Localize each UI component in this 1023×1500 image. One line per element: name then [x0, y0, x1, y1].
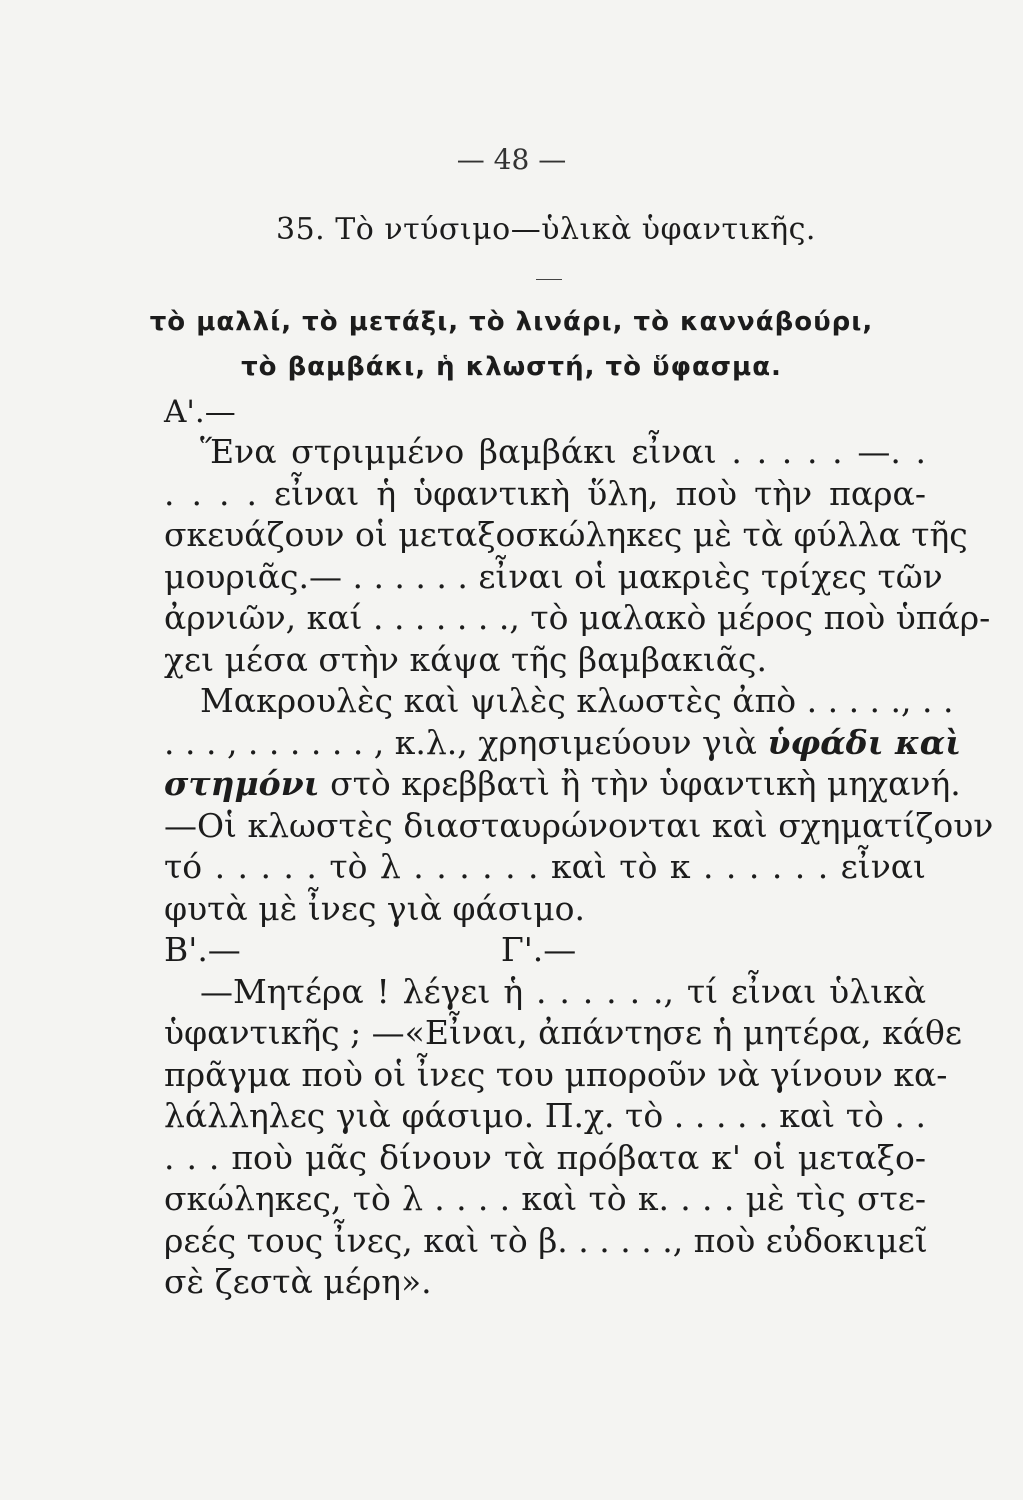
section-b-label: Β'.—: [164, 930, 241, 969]
text-fragment: . . . , . . . . . . , κ.λ., χρησιμεύουν γιὰ: [164, 722, 757, 762]
text-line: πρᾶγμα ποὺ οἱ ἶνες του μποροῦν νὰ γίνουν κα-: [164, 1054, 948, 1094]
text-line: τό . . . . . τὸ λ . . . . . . καὶ τὸ κ . . . . . . εἶναι: [164, 847, 926, 886]
body-text: [164, 431, 994, 1303]
text-line: σκευάζουν οἱ μεταξοσκώληκες μὲ τὰ φύλλα τῆς: [164, 515, 968, 554]
page-number: — 48 —: [456, 143, 567, 176]
heading-rule: [536, 279, 562, 280]
section-a-label: Α'.—: [164, 394, 236, 430]
text-line: . . . ποὺ μᾶς δίνουν τὰ πρόβατα κ' οἱ μεταξο-: [164, 1137, 926, 1177]
section-c-label: Γ'.—: [500, 930, 577, 969]
text-line: . . . . εἶναι ἡ ὑφαντικὴ ὕλη, ποὺ τὴν παρα-: [164, 473, 926, 513]
bold-term: στημόνι: [164, 764, 320, 803]
text-line: —Μητέρα ! λέγει ἡ . . . . . ., τί εἶναι ὑλικὰ: [200, 971, 926, 1011]
text-line: ρεές τους ἶνες, καὶ τὸ β. . . . . ., ποὺ εὐδοκιμεῖ: [164, 1220, 928, 1260]
text-line: ὑφαντικῆς ; —«Εἶναι, ἀπάντησε ἡ μητέρα, κάθε: [164, 1013, 962, 1052]
text-line: —Οἱ κλωστὲς διασταυρώνονται καὶ σχηματίζουν: [164, 805, 994, 845]
text-line: [164, 722, 962, 764]
bold-term: ὑφάδι καὶ: [767, 722, 962, 762]
text-line: Μακρουλὲς καὶ ψιλὲς κλωστὲς ἀπὸ . . . . ., . .: [200, 681, 954, 720]
section-heading: 35. Τὸ ντύσιμο—ὑλικὰ ὑφαντικῆς.: [276, 212, 816, 247]
text-line: χει μέσα στὴν κάψα τῆς βαμβακιᾶς.: [164, 639, 768, 679]
text-fragment: στὸ κρεββατὶ ἢ τὴν ὑφαντικὴ μηχανή.: [330, 764, 961, 803]
text-line: σὲ ζεστὰ μέρη».: [164, 1262, 432, 1301]
text-line: ἀρνιῶν, καί . . . . . . ., τὸ μαλακὸ μέρος ποὺ ὑπάρ-: [164, 598, 991, 637]
text-line: Ἕνα στριμμένο βαμβάκι εἶναι . . . . . —. .: [200, 432, 926, 471]
text-line: μουριᾶς.— . . . . . . εἶναι οἱ μακριὲς τρίχες τῶν: [164, 556, 943, 596]
text-line: [164, 763, 961, 805]
text-line: σκώληκες, τὸ λ . . . . καὶ τὸ κ. . . . μὲ τὶς στε-: [164, 1179, 926, 1218]
text-line: [164, 929, 926, 971]
vocabulary-line-1: τὸ μαλλί, τὸ μετάξι, τὸ λινάρι, τὸ καννάβούρι,: [149, 307, 874, 337]
vocabulary-line-2: τὸ βαμβάκι, ἡ κλωστή, τὸ ὕφασμα.: [241, 352, 782, 382]
text-line: φυτὰ μὲ ἶνες γιὰ φάσιμο.: [164, 888, 586, 928]
text-line: λάλληλες γιὰ φάσιμο. Π.χ. τὸ . . . . . καὶ τὸ . .: [164, 1096, 926, 1135]
